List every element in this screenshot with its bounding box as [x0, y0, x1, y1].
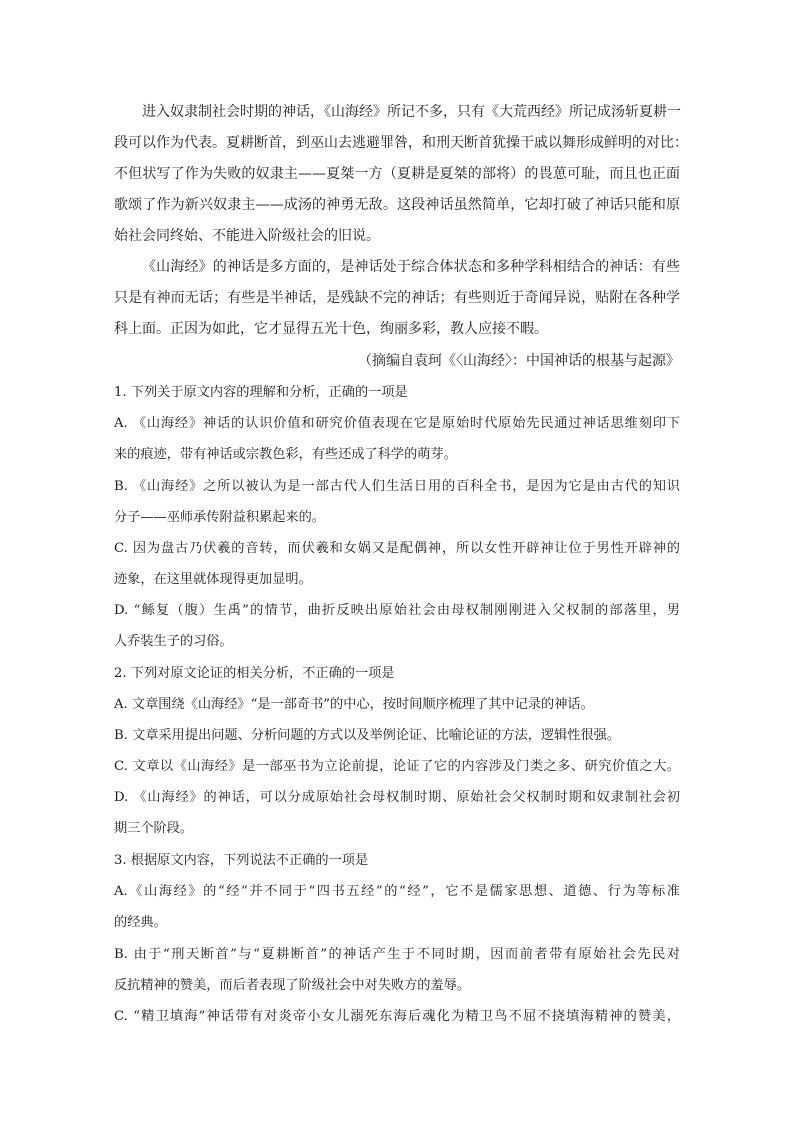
question-2-option-d-line-1: D. 《山海经》的神话，可以分成原始社会母权制时期、原始社会父权制时期和奴隶制社会初 [114, 790, 680, 805]
question-1-option-a-line-2: 来的痕迹，带有神话或宗教色彩，有些还成了科学的萌芽。 [114, 447, 457, 462]
question-1-option-d-line-2: 人乔装生子的习俗。 [114, 634, 233, 649]
question-2-option-d-line-2: 期三个阶段。 [114, 821, 194, 836]
question-3-option-a-line-2: 的经典。 [114, 915, 167, 930]
question-1-stem: 1. 下列关于原文内容的理解和分析，正确的一项是 [114, 385, 408, 400]
question-2-option-a: A. 文章围绕《山海经》“是一部奇书”的中心，按时间顺序梳理了其中记录的神话。 [114, 697, 594, 712]
passage-p1-line-2: 段可以作为代表。夏耕断首，到巫山去逃避罪咎，和刑天断首犹操干戚以舞形成鲜明的对比： [114, 135, 688, 151]
question-1-option-b-line-1: B. 《山海经》之所以被认为是一部古代人们生活日用的百科全书，是因为它是由古代的知识 [114, 479, 680, 494]
question-2-stem: 2. 下列对原文论证的相关分析，不正确的一项是 [114, 666, 395, 681]
passage-p1-line-4: 歌颂了作为新兴奴隶主——成汤的神勇无敌。这段神话虽然简单，它却打破了神话只能和原 [114, 197, 680, 213]
question-1-option-b-line-2: 分子——巫师承传附益积累起来的。 [114, 510, 325, 525]
source-citation: （摘编自袁珂《〈山海经〉：中国神话的根基与起源》 [358, 353, 680, 369]
question-3-stem: 3. 根据原文内容，下列说法不正确的一项是 [114, 853, 369, 868]
question-3-option-b-line-1: B. 由于“刑天断首”与“夏耕断首”的神话产生于不同时期，因而前者带有原始社会先民对 [114, 947, 680, 962]
passage-p2-line-2: 只是有神而无话；有些是半神话，是残缺不完的神话；有些则近于奇闻异说，贴附在各种学 [114, 290, 680, 306]
passage-p2-line-3: 科上面。正因为如此，它才显得五光十色，绚丽多彩，教人应接不暇。 [114, 321, 548, 337]
question-1-option-a-line-1: A. 《山海经》神话的认识价值和研究价值表现在它是原始时代原始先民通过神话思维刻印下 [114, 416, 680, 431]
question-1-option-d-line-1: D. “鲧复（腹）生禹”的情节，曲折反映出原始社会由母权制刚刚进入父权制的部落里，男 [114, 603, 680, 618]
question-3-option-a-line-1: A.《山海经》的“经”并不同于“四书五经”的“经”，它不是儒家思想、道德、行为等标准 [114, 884, 680, 899]
passage-p1-line-3: 不但状写了作为失败的奴隶主——夏桀一方（夏耕是夏桀的部将）的畏葸可耻，而且也正面 [114, 166, 680, 182]
passage-p1-line-1: 进入奴隶制社会时期的神话，《山海经》所记不多，只有《大荒西经》所记成汤斩夏耕一 [142, 104, 681, 120]
question-1-option-c-line-1: C. 因为盘古乃伏羲的音转，而伏羲和女娲又是配偶神，所以女性开辟神让位于男性开辟神的 [114, 541, 680, 556]
passage-p2-line-1: 《山海经》的神话是多方面的，是神话处于综合体状态和多种学科相结合的神话：有些 [142, 259, 680, 275]
question-1-option-c-line-2: 迹象，在这里就体现得更加显明。 [114, 572, 312, 587]
passage-p1-line-5: 始社会同终始、不能进入阶级社会的旧说。 [114, 228, 380, 244]
question-2-option-b: B. 文章采用提出问题、分析问题的方式以及举例论证、比喻论证的方法，逻辑性很强。 [114, 728, 621, 743]
question-3-option-b-line-2: 反抗精神的赞美，而后者表现了阶级社会中对失败方的羞辱。 [114, 978, 471, 993]
question-3-option-c-line-1: C. “精卫填海”神话带有对炎帝小女儿溺死东海后魂化为精卫鸟不屈不挠填海精神的赞美， [114, 1009, 680, 1024]
question-2-option-c: C. 文章以《山海经》是一部巫书为立论前提，论证了它的内容涉及门类之多、研究价值之大。 [114, 759, 680, 774]
